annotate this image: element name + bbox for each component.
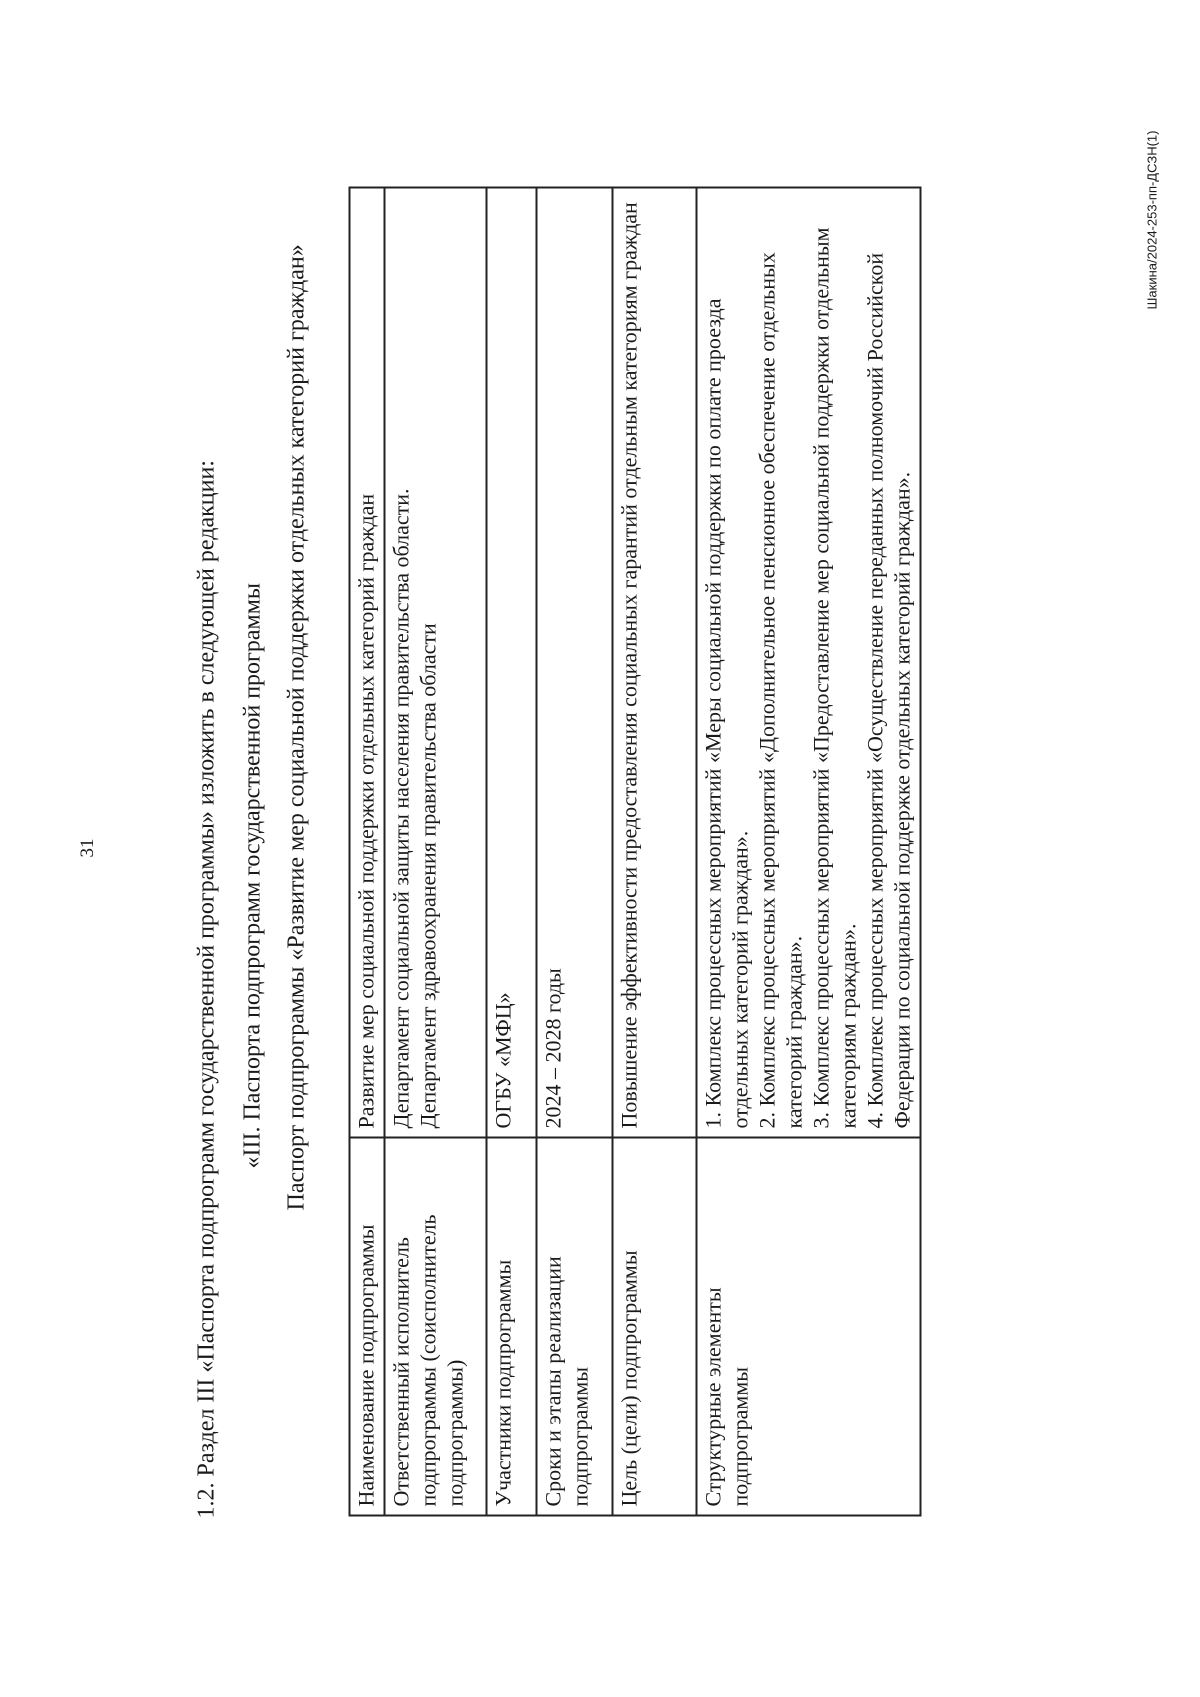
executor-line: Департамент социальной защиты населения правительства области. [388, 488, 414, 1129]
table-row [697, 188, 921, 1516]
row-label-name: Наименование подпрограммы [350, 1138, 385, 1516]
rotated-page-content [1, 0, 1200, 1697]
executor-line: Департамент здравоохранения правительства области [415, 623, 441, 1129]
structure-item: 2. Комплекс процессных мероприятий «Дополнительное пенсионное обеспечение отдельных категорий граждан». [754, 252, 807, 1129]
row-label-terms: Сроки и этапы реализации подпрограммы [537, 1138, 613, 1516]
row-label-participants: Участники подпрограммы [487, 1138, 537, 1516]
passport-title: Паспорт подпрограммы «Развитие мер социальной поддержки отдельных категорий граждан» [283, 244, 310, 1211]
structure-item: 3. Комплекс процессных мероприятий «Предоставление мер социальной поддержки отдельным категориям граждан». [808, 227, 861, 1129]
row-value-name: Развитие мер социальной поддержки отдельных категорий граждан [350, 188, 385, 1138]
table-row [487, 188, 537, 1516]
intro-paragraph: 1.2. Раздел III «Паспорта подпрограмм государственной программы» изложить в следующей редакции: [193, 460, 220, 1519]
row-label-structure: Структурные элементы подпрограммы [697, 1138, 921, 1516]
row-label-executor: Ответственный исполнитель подпрограммы (соисполнитель подпрограммы) [385, 1138, 487, 1516]
row-value-terms: 2024 – 2028 годы [537, 188, 613, 1138]
row-value-structure [697, 188, 921, 1138]
row-value-goal: Повышение эффективности предоставления социальных гарантий отдельным категориям граждан [613, 188, 697, 1138]
row-value-executor [385, 188, 487, 1138]
table-row [350, 188, 385, 1516]
structure-item: 4. Комплекс процессных мероприятий «Осуществление переданных полномочий Российской Федерации по социальной поддержке отдельных категорий граждан». [862, 252, 915, 1129]
section-title: «III. Паспорта подпрограмм государственной программы [239, 582, 266, 1169]
row-value-participants: ОГБУ «МФЦ» [487, 188, 537, 1138]
table-row [385, 188, 487, 1516]
page-number: 31 [77, 838, 98, 858]
document-code: Шакина/2024-253-пп-ДСЗН(1) [1144, 130, 1160, 310]
table-row [613, 188, 697, 1516]
passport-table [349, 187, 922, 1517]
structure-item: 1. Комплекс процессных мероприятий «Меры социальной поддержки по оплате проезда отдельных категорий граждан». [700, 298, 753, 1129]
row-label-goal: Цель (цели) подпрограммы [613, 1138, 697, 1516]
table-row [537, 188, 613, 1516]
